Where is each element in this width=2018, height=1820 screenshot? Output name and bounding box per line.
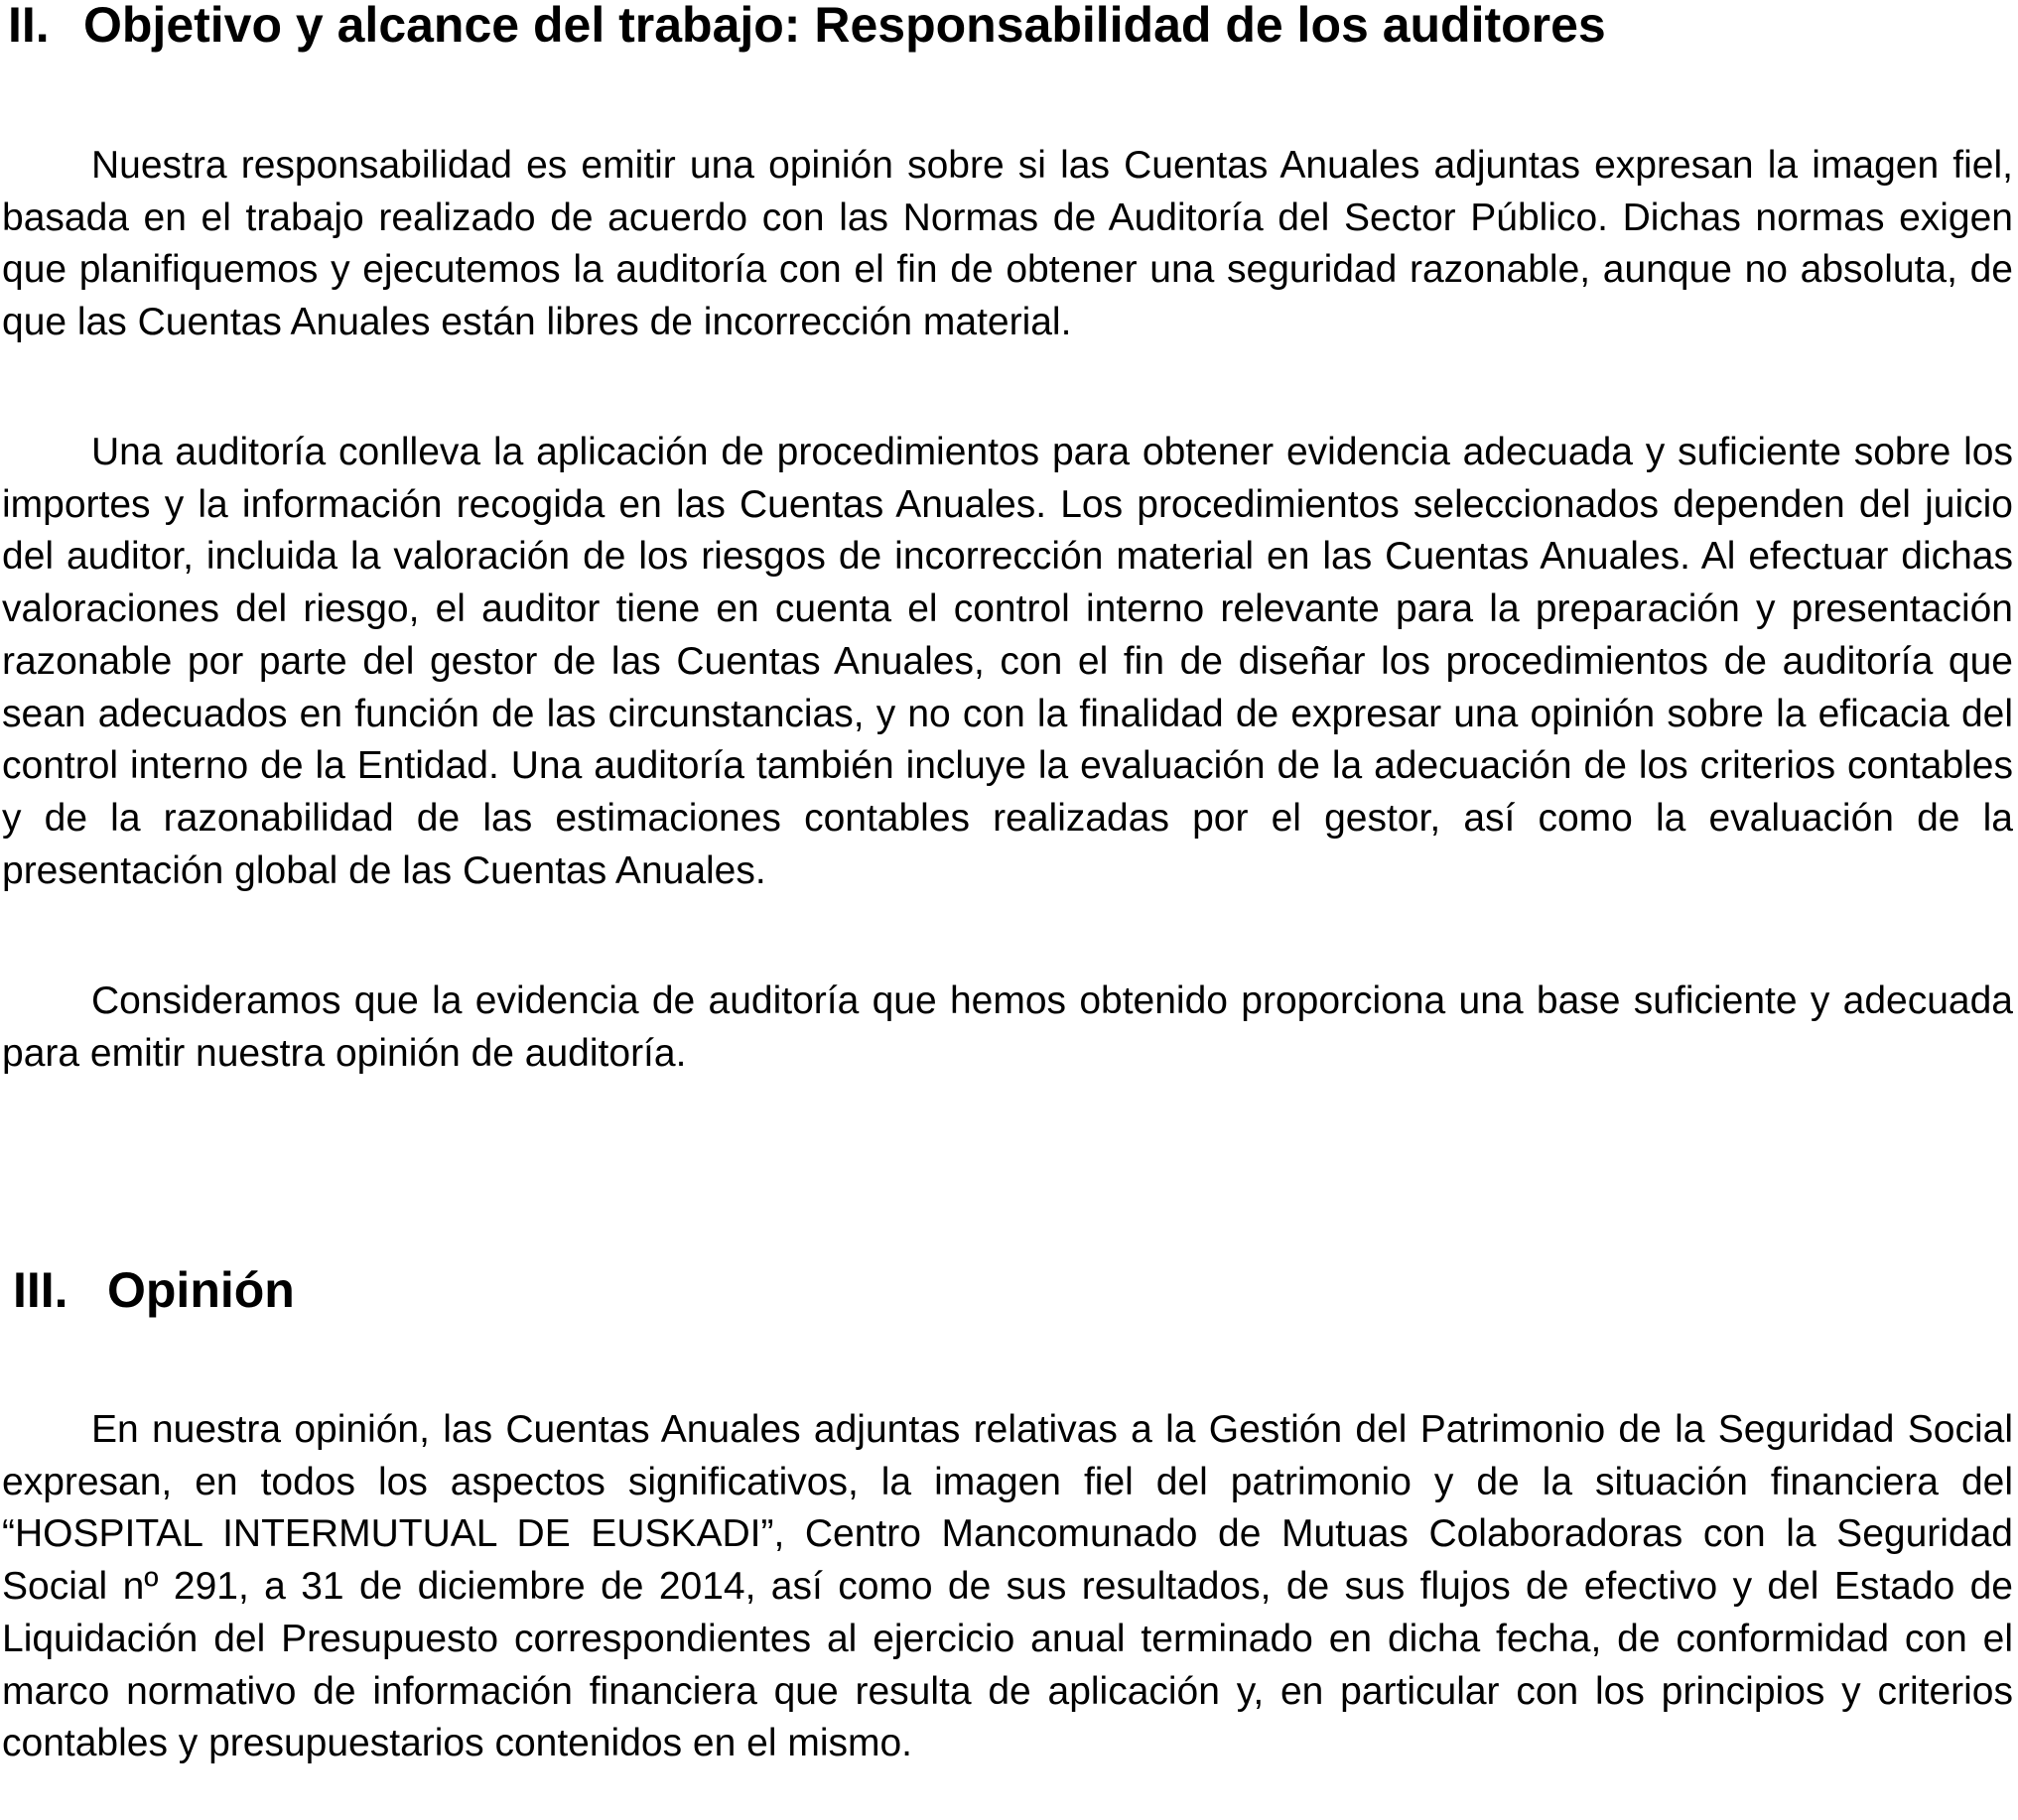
section-number: III. bbox=[13, 1262, 68, 1318]
paragraph-responsabilidad: Nuestra responsabilidad es emitir una opinión sobre si las Cuentas Anuales adjuntas expresan la imagen fiel, basada en el trabajo realizado de acuerdo con las Normas de Auditoría del Sector Público. Dichas normas exigen que planifiquemos y ejecutemos la auditoría con el fin de obtener una seguridad razonable, aunque no absoluta, de que las Cuentas Anuales están libres de incorrección material. bbox=[2, 144, 2013, 344]
section-heading-opinion bbox=[13, 1262, 295, 1318]
paragraph-evidencia: Consideramos que la evidencia de auditoría que hemos obtenido proporciona una base suficiente y adecuada para emitir nuestra opinión de auditoría. bbox=[2, 979, 2013, 1075]
section-heading-objetivo bbox=[8, 0, 1606, 53]
section-title: Opinión bbox=[107, 1262, 295, 1318]
section-number: II. bbox=[8, 0, 50, 53]
paragraph-procedimientos: Una auditoría conlleva la aplicación de procedimientos para obtener evidencia adecuada y suficiente sobre los importes y la información recogida en las Cuentas Anuales. Los procedimientos seleccionados dependen del juicio del auditor, incluida la valoración de los riesgos de incorrección material en las Cuentas Anuales. Al efectuar dichas valoraciones del riesgo, el auditor tiene en cuenta el control interno relevante para la preparación y presentación razonable por parte del gestor de las Cuentas Anuales, con el fin de diseñar los procedimientos de auditoría que sean adecuados en función de las circunstancias, y no con la finalidad de expresar una opinión sobre la eficacia del control interno de la Entidad. Una auditoría también incluye la evaluación de la adecuación de los criterios contables y de la razonabilidad de las estimaciones contables realizadas por el gestor, así como la evaluación de la presentación global de las Cuentas Anuales. bbox=[2, 431, 2013, 892]
paragraph-opinion: En nuestra opinión, las Cuentas Anuales adjuntas relativas a la Gestión del Patrimonio de la Seguridad Social expresan, en todos los aspectos significativos, la imagen fiel del patrimonio y de la situación financiera del “HOSPITAL INTERMUTUAL DE EUSKADI”, Centro Mancomunado de Mutuas Colaboradoras con la Seguridad Social nº 291, a 31 de diciembre de 2014, así como de sus resultados, de sus flujos de efectivo y del Estado de Liquidación del Presupuesto correspondientes al ejercicio anual terminado en dicha fecha, de conformidad con el marco normativo de información financiera que resulta de aplicación y, en particular con los principios y criterios contables y presupuestarios contenidos en el mismo. bbox=[2, 1408, 2013, 1765]
section-title: Objetivo y alcance del trabajo: Responsabilidad de los auditores bbox=[83, 0, 1606, 53]
